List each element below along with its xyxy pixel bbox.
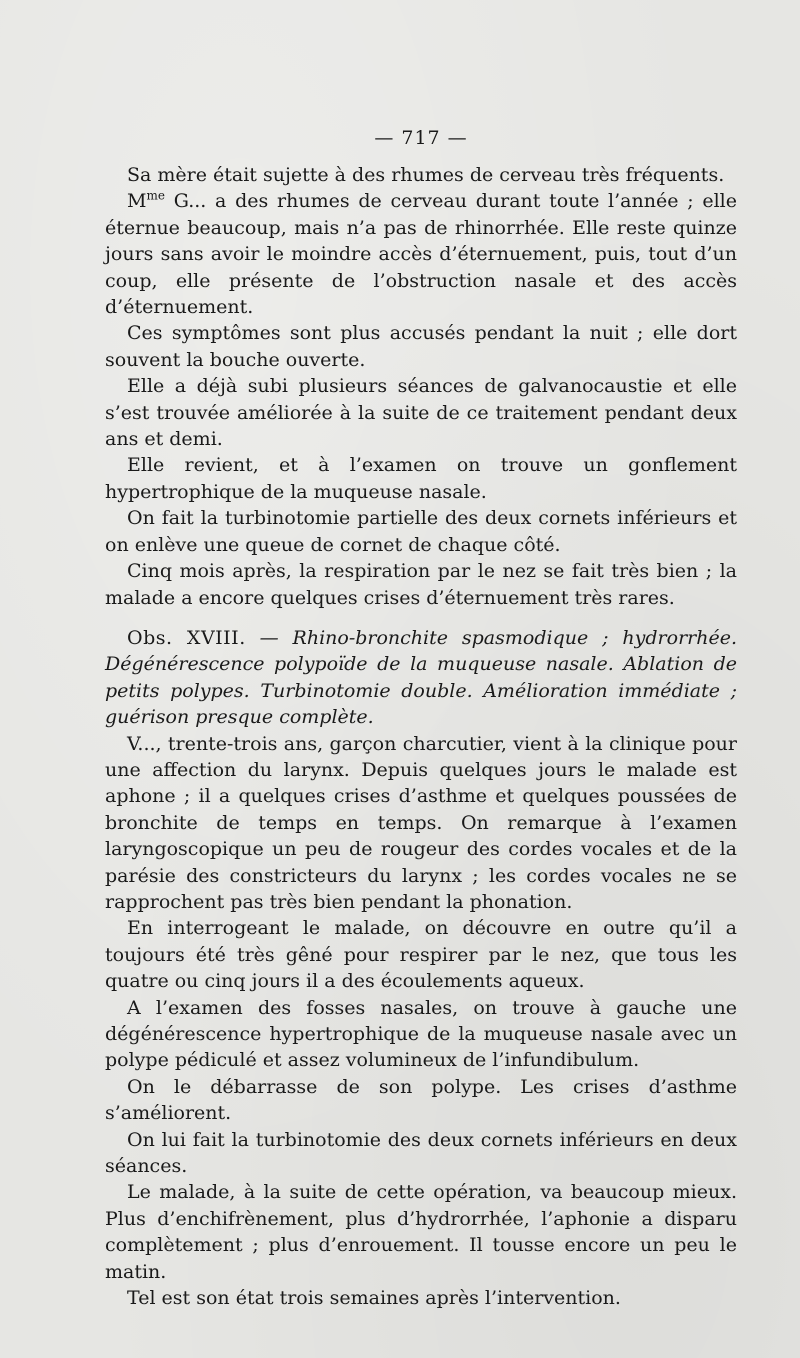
- paragraph-symptoms: Ces symptômes sont plus accusés pendant la nuit ; elle dort souvent la bouche ouverte.: [105, 322, 737, 371]
- paragraph-operation: Le malade, à la suite de cette opération, va beaucoup mieux. Plus d’enchifrènement, plus d’hydrorrhée, l’aphonie a disparu complètement ; plus d’enrouement. Il tousse encore un peu le matin.: [105, 1181, 737, 1283]
- observation-heading: [105, 625, 737, 731]
- paragraph-turbinotomie: On lui fait la turbinotomie des deux cornets inférieurs en deux séances.: [105, 1128, 737, 1178]
- paragraph-revient: Elle revient, et à l’examen on trouve un gonflement hypertrophique de la muqueuse nasale.: [105, 454, 737, 503]
- paragraph-turbinotomie-partielle: On fait la turbinotomie partielle des deux cornets inférieurs et on enlève une queue de cornet de chaque côté.: [105, 507, 737, 556]
- paragraph-patient-v: V..., trente-trois ans, garçon charcutier, vient à la clinique pour une affection du larynx. Depuis quelques jours le malade est aphone ; il a quelques crises d’asthme et quelques poussées de bronchite de temps en temps. On remarque à l’examen laryngoscopique un peu de rougeur des cordes vocales et de la parésie des constricteurs du larynx ; les cordes vocales ne se rapprochent pas très bien pendant la phonation.: [105, 732, 737, 913]
- paragraph-interrogeant: En interrogeant le malade, on découvre en outre qu’il a toujours été très gêné pour respirer par le nez, que tous les quatre ou cinq jours il a des écoulements aqueux.: [105, 917, 737, 993]
- mme-superscript: me: [146, 189, 165, 204]
- mme-prefix: M: [127, 190, 147, 213]
- observation-number: Obs. XVIII.: [127, 626, 246, 649]
- paragraph-galvanocaustie: Elle a déjà subi plusieurs séances de galvanocaustie et elle s’est trouvée améliorée à la suite de ce traitement pendant deux ans et demi.: [105, 375, 737, 451]
- paragraph-mme-g: [105, 188, 737, 320]
- mme-text: G... a des rhumes de cerveau durant toute l’année ; elle éternue beaucoup, mais n’a pas de rhinorrhée. Elle reste quinze jours sans avoir le moindre accès d’éternuement, puis, tout d’un coup, elle présente de l’obstruction nasale et des accès d’éternuement.: [105, 190, 737, 319]
- paragraph-mother: Sa mère était sujette à des rhumes de cerveau très fréquents.: [127, 164, 725, 186]
- paragraph-cinq-mois: Cinq mois après, la respiration par le nez se fait très bien ; la malade a encore quelques crises d’éternuement très rares.: [105, 560, 737, 609]
- observation-title: — Rhino-bronchite spasmodique ; hydrorrhée. Dégénérescence polypoïde de la muqueuse nasale. Ablation de petits polypes. Turbinotomie double. Amélioration immédiate ; guérison presque complète.: [105, 626, 738, 729]
- page-text: [105, 125, 737, 1311]
- paragraph-etat: Tel est son état trois semaines après l’intervention.: [127, 1287, 621, 1310]
- page-number: — 717 —: [374, 127, 468, 149]
- paragraph-fosses-nasales: A l’examen des fosses nasales, on trouve à gauche une dégénérescence hypertrophique de la muqueuse nasale avec un polype pédiculé et assez volumineux de l’infundibulum.: [105, 996, 737, 1072]
- paragraph-polype: On le débarrasse de son polype. Les crises d’asthme s’améliorent.: [105, 1075, 737, 1125]
